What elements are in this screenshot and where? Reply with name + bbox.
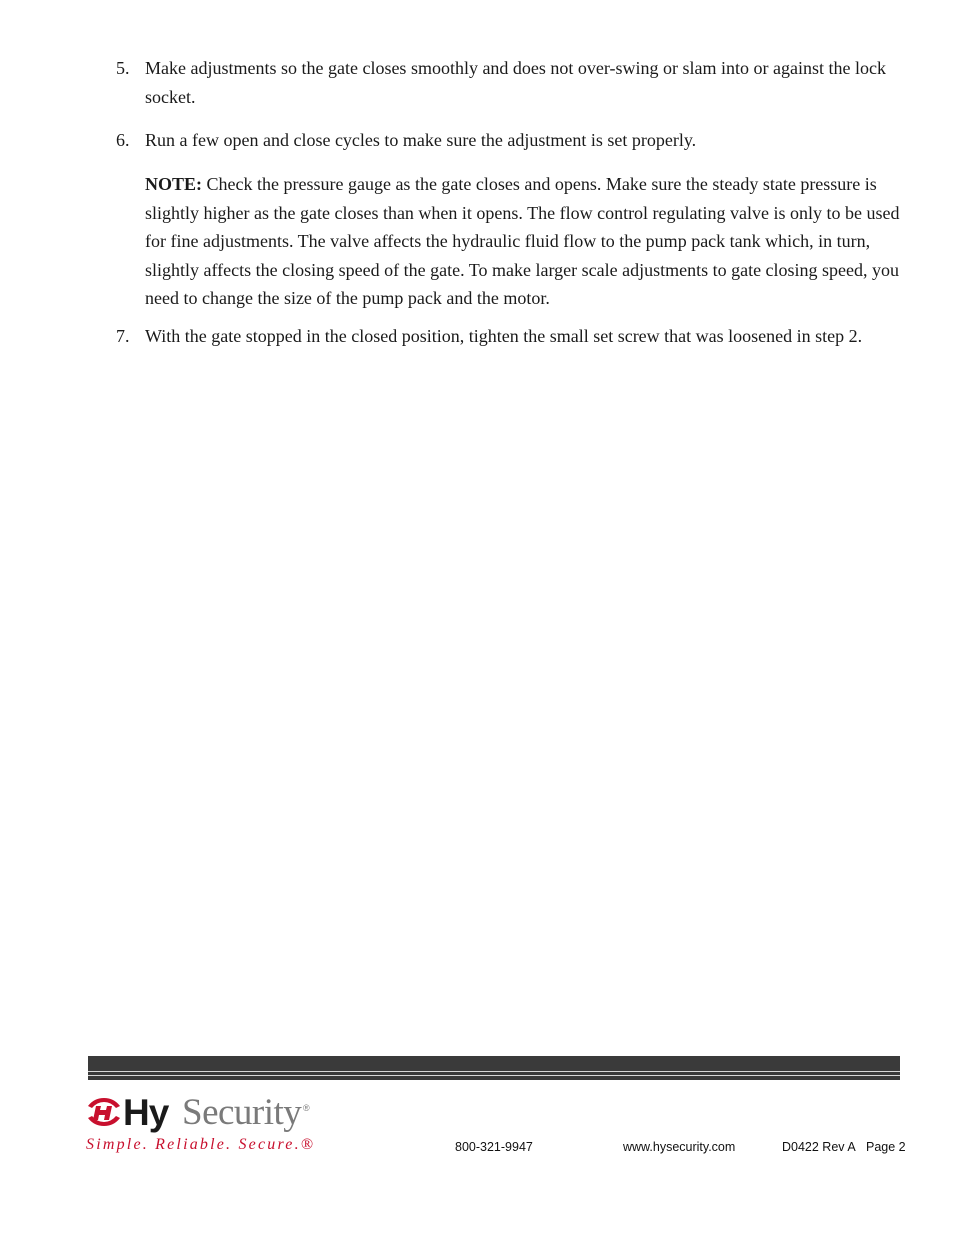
logo-hy-text: Hy [123,1092,169,1133]
note-line: need to change the size of the pump pack and the motor. [145,288,550,309]
logo-tagline: Simple. Reliable. Secure.® [86,1136,316,1153]
step-number: 5. [116,58,130,78]
note-label: NOTE: [145,174,203,194]
step-text-line: Make adjustments so the gate closes smoothly and does not over-swing or slam into or against the lock [145,58,887,78]
hysecurity-mark-icon [86,1094,122,1130]
footer-website: www.hysecurity.com [623,1140,736,1154]
footer-rule [88,1075,900,1076]
step-number: 7. [116,326,130,346]
note-block [145,170,905,313]
footer-rule [88,1071,900,1072]
logo-security-text: Security [182,1092,302,1133]
note-line: for fine adjustments. The valve affects the hydraulic fluid flow to the pump pack tank which, in turn, [145,231,871,252]
note-line: slightly higher as the gate closes than when it opens. The flow control regulating valve is only to be used [145,202,900,223]
footer-doc-ref: D0422 Rev A [782,1140,856,1154]
footer-phone: 800-321-9947 [455,1140,533,1154]
hysecurity-logo [86,1092,326,1158]
step-text [145,54,905,111]
footer-page-number: Page 2 [866,1140,906,1154]
step-text-line: socket. [145,86,196,107]
footer-divider-bar [88,1056,900,1080]
step-text: Run a few open and close cycles to make sure the adjustment is set properly. [145,130,697,150]
note-text: Check the pressure gauge as the gate closes and opens. Make sure the steady state pressure is [202,174,877,194]
note-line [145,170,905,199]
step-number: 6. [116,130,130,150]
note-line: slightly affects the closing speed of the gate. To make larger scale adjustments to gate closing speed, you [145,259,900,280]
step-text: With the gate stopped in the closed position, tighten the small set screw that was loosened in step 2. [145,326,863,346]
logo-registered-mark: ® [303,1103,310,1113]
